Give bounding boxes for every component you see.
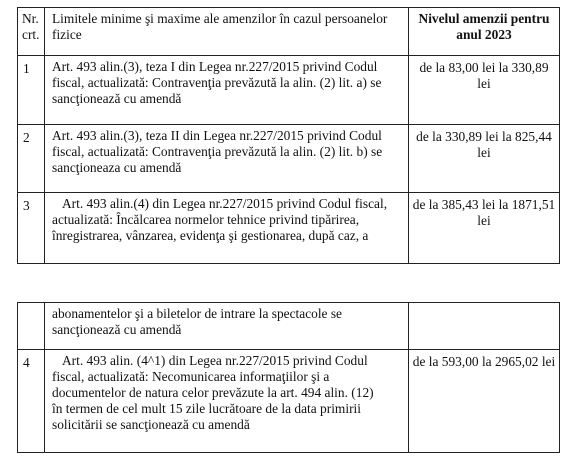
desc-line: Art. 493 alin.(3), teza II din Legea nr.227/2015 privind Codul	[52, 128, 382, 143]
desc-line: sancţionează cu amendă	[52, 91, 182, 106]
row-fine-level	[409, 125, 560, 193]
desc-line: abonamentelor şi a biletelor de intrare la spectacole se	[52, 306, 342, 321]
desc-line: Art. 493 alin.(3), teza I din Legea nr.227/2015 privind Codul	[52, 59, 378, 74]
desc-line: actualizată: Încălcarea normelor tehnice privind tipărirea,	[52, 212, 360, 227]
header-level-line-1: Nivelul amenzii pentru	[418, 11, 550, 26]
level-line: lei	[477, 213, 491, 228]
row-description	[45, 56, 409, 125]
header-nr-line-1: Nr.	[22, 11, 39, 26]
desc-line: sancţionează cu amendă	[52, 322, 182, 337]
header-level-line-2: anul 2023	[456, 27, 512, 42]
desc-line: Art. 493 alin. (4^1) din Legea nr.227/2015 privind Codul	[62, 353, 368, 368]
table-header-row	[18, 8, 560, 56]
desc-line: documentelor de natura celor prevăzute la art. 494 alin. (12)	[52, 385, 374, 400]
row-fine-level	[409, 350, 560, 453]
row-description-continued	[45, 303, 409, 350]
level-line: de la 330,89 lei la 825,44	[416, 129, 552, 144]
row-number: 4	[18, 350, 45, 453]
desc-line: fiscal, actualizată: Contravenţia prevăzută la alin. (2) lit. a) se	[52, 75, 382, 90]
header-desc-line-1: Limitele minime şi maxime ale amenzilor în cazul persoanelor	[52, 11, 388, 26]
desc-line: sancţioneaza cu amendă	[52, 160, 182, 175]
desc-line: fiscal, actualizată: Necomunicarea informaţiilor şi a	[52, 369, 330, 384]
header-desc-line-2: fizice	[52, 27, 82, 42]
fines-table-part-2	[17, 302, 560, 453]
desc-line: Art. 493 alin.(4) din Legea nr.227/2015 privind Codul fiscal,	[62, 196, 388, 211]
desc-line: în termen de cel mult 15 zile lucrătoare de la data primirii	[52, 401, 361, 416]
row-number: 2	[18, 125, 45, 193]
row-fine-level	[409, 56, 560, 125]
table-row	[18, 56, 560, 125]
row-number: 3	[18, 193, 45, 264]
header-fine-limits	[45, 8, 409, 56]
row-description	[45, 193, 409, 264]
row-number-empty	[18, 303, 45, 350]
table-row-continuation	[18, 303, 560, 350]
header-nr-line-2: crt.	[22, 27, 40, 42]
table-row	[18, 125, 560, 193]
level-line: de la 593,00 la 2965,02 lei	[412, 354, 556, 369]
row-description	[45, 350, 409, 453]
header-fine-level-2023	[409, 8, 560, 56]
desc-line: înregistrarea, vânzarea, evidenţa şi gestionarea, după caz, a	[52, 228, 369, 243]
desc-line: fiscal, actualizată: Contravenţia prevăzută la alin. (2) lit. b) se	[52, 144, 383, 159]
header-nr-crt	[18, 8, 45, 56]
level-line: lei	[477, 145, 491, 160]
row-fine-level-empty	[409, 303, 560, 350]
row-description	[45, 125, 409, 193]
row-fine-level	[409, 193, 560, 264]
level-line: de la 385,43 lei la 1871,51	[412, 197, 556, 212]
row-number: 1	[18, 56, 45, 125]
table-row	[18, 193, 560, 264]
table-row	[18, 350, 560, 453]
desc-line: solicitării se sancţionează cu amendă	[52, 417, 250, 432]
level-line: de la 83,00 lei la 330,89 lei	[419, 60, 549, 91]
fines-table-part-1	[17, 7, 560, 264]
